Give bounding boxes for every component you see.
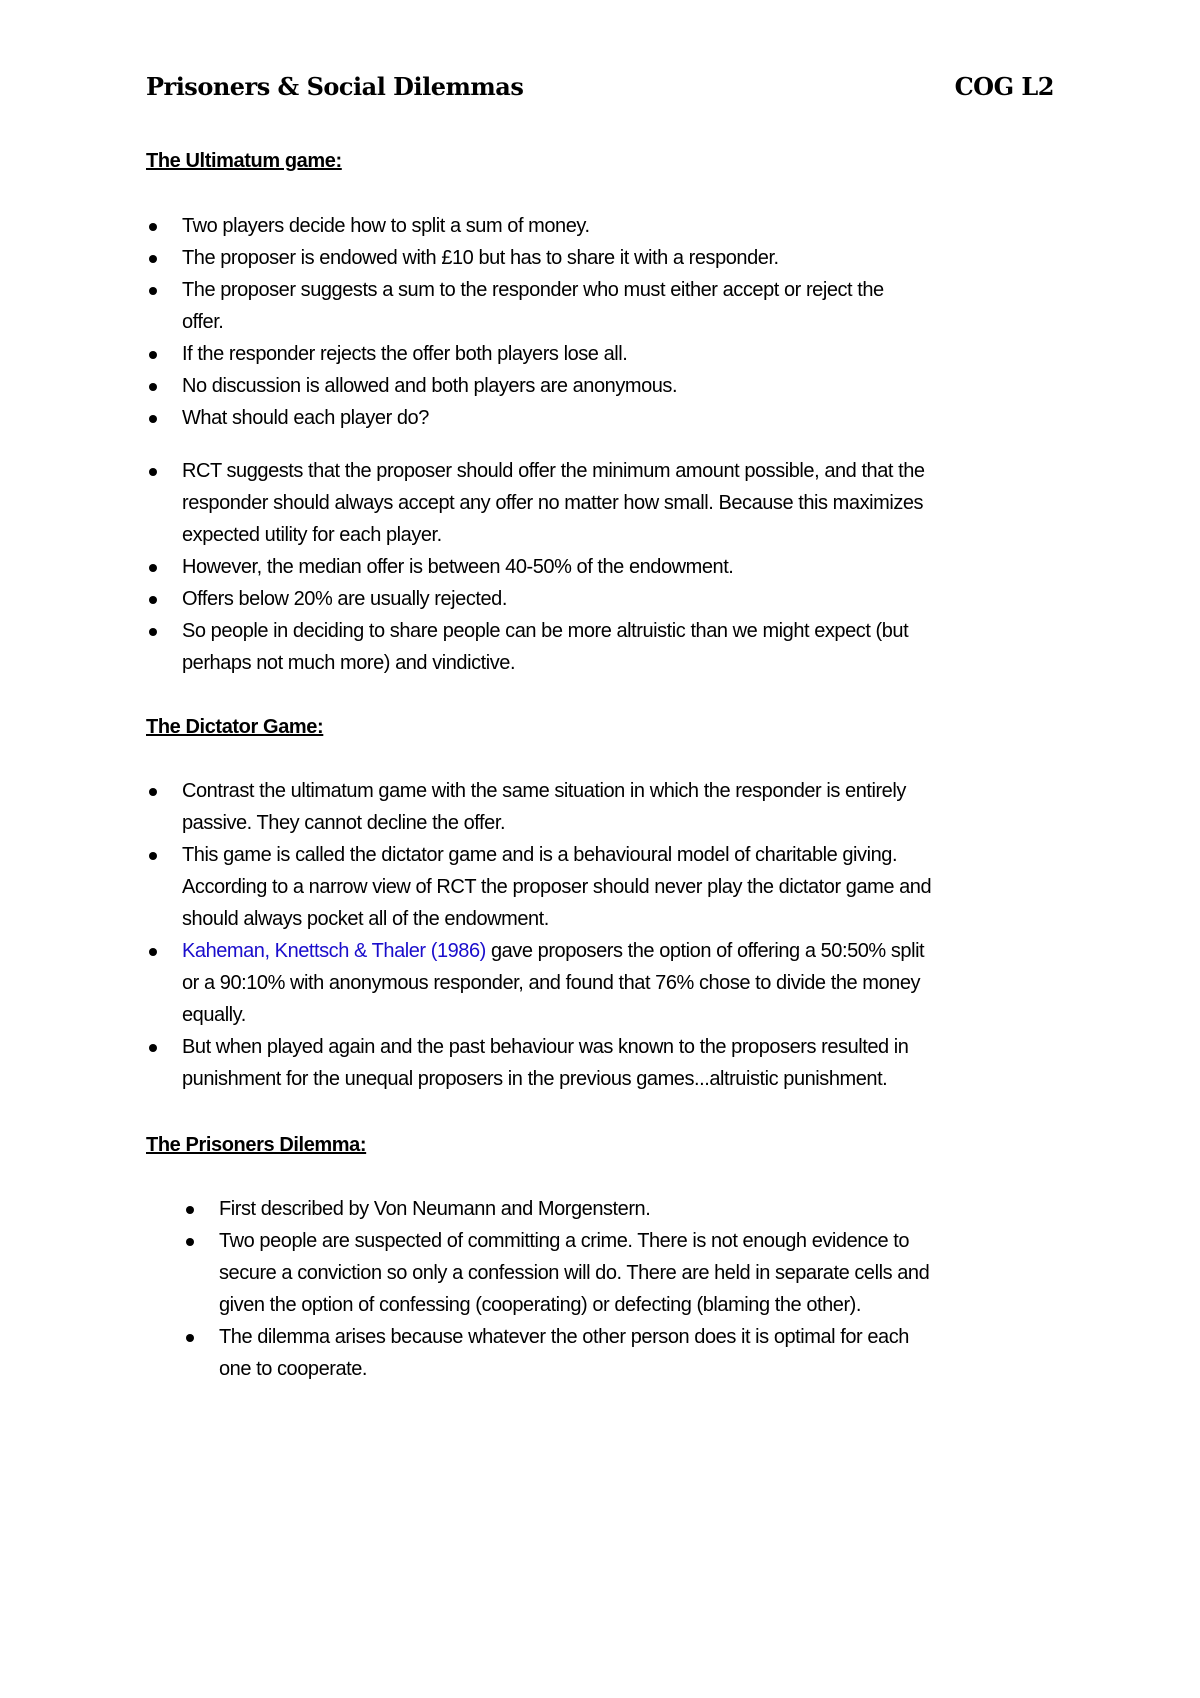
text-line: No discussion is allowed and both players are anonymous.	[182, 375, 678, 397]
list-item	[219, 1193, 929, 1225]
text-line: gave proposers the option of offering a 50:50% split	[485, 940, 925, 962]
heading-prisoners-dilemma: The Prisoners Dilemma:	[146, 1134, 367, 1156]
text-line: offer.	[182, 311, 224, 333]
list-item	[219, 1225, 929, 1321]
text-line: responder should always accept any offer no matter how small. Because this maximizes	[182, 492, 924, 514]
text-line: punishment for the unequal proposers in the previous games...altruistic punishment.	[182, 1068, 888, 1090]
heading-dictator-game: The Dictator Game:	[146, 716, 324, 738]
list-item	[182, 583, 925, 615]
text-line: Contrast the ultimatum game with the same situation in which the responder is entirely	[182, 780, 906, 802]
text-line: But when played again and the past behaviour was known to the proposers resulted in	[182, 1036, 909, 1058]
text-line: secure a conviction so only a confession will do. There are held in separate cells and	[219, 1262, 930, 1284]
list-item	[219, 1321, 929, 1385]
text-line: First described by Von Neumann and Morgenstern.	[219, 1198, 651, 1220]
course-code: COG L2	[954, 72, 1054, 101]
ultimatum-list-1	[182, 210, 884, 434]
ultimatum-list-2	[182, 455, 925, 679]
list-item	[182, 1031, 931, 1095]
prisoners-list	[219, 1193, 929, 1385]
text-line: What should each player do?	[182, 407, 429, 429]
text-line: This game is called the dictator game and is a behavioural model of charitable giving.	[182, 844, 898, 866]
text-line: However, the median offer is between 40-50% of the endowment.	[182, 556, 734, 578]
text-line: one to cooperate.	[219, 1358, 368, 1380]
text-line: passive. They cannot decline the offer.	[182, 812, 506, 834]
list-item	[182, 274, 884, 338]
text-line: The proposer is endowed with £10 but has to share it with a responder.	[182, 247, 779, 269]
text-line: equally.	[182, 1004, 246, 1026]
text-line: should always pocket all of the endowment.	[182, 908, 549, 930]
list-item	[182, 370, 884, 402]
list-item	[182, 615, 925, 679]
text-line: or a 90:10% with anonymous responder, and found that 76% chose to divide the money	[182, 972, 921, 994]
text-line: The proposer suggests a sum to the responder who must either accept or reject the	[182, 279, 884, 301]
text-line: The dilemma arises because whatever the other person does it is optimal for each	[219, 1326, 909, 1348]
text-line: Two players decide how to split a sum of money.	[182, 215, 590, 237]
list-item	[182, 338, 884, 370]
document-title: Prisoners & Social Dilemmas	[146, 72, 524, 101]
citation-link[interactable]: Kaheman, Knettsch & Thaler (1986)	[182, 940, 486, 962]
list-item	[182, 839, 931, 935]
list-item	[182, 402, 884, 434]
list-item	[182, 935, 931, 1031]
list-item	[182, 775, 931, 839]
text-line: Offers below 20% are usually rejected.	[182, 588, 507, 610]
text-line: expected utility for each player.	[182, 524, 442, 546]
text-line: Two people are suspected of committing a crime. There is not enough evidence to	[219, 1230, 910, 1252]
text-line: RCT suggests that the proposer should offer the minimum amount possible, and that the	[182, 460, 925, 482]
text-line: So people in deciding to share people can be more altruistic than we might expect (but	[182, 620, 909, 642]
list-item	[182, 210, 884, 242]
text-line: If the responder rejects the offer both players lose all.	[182, 343, 628, 365]
list-item	[182, 551, 925, 583]
list-item	[182, 242, 884, 274]
list-item	[182, 455, 925, 551]
text-line: perhaps not much more) and vindictive.	[182, 652, 516, 674]
heading-ultimatum-game: The Ultimatum game:	[146, 150, 342, 172]
text-line: According to a narrow view of RCT the proposer should never play the dictator game and	[182, 876, 932, 898]
dictator-list	[182, 775, 931, 1095]
text-line: given the option of confessing (cooperating) or defecting (blaming the other).	[219, 1294, 861, 1316]
